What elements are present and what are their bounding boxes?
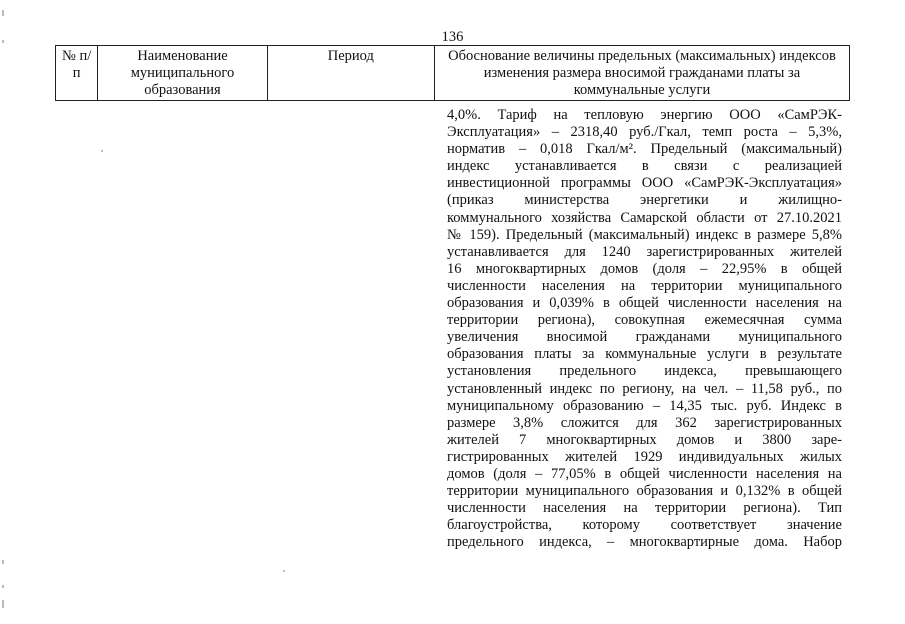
text-line: Эксплуатация» – 2318,40 руб./Гкал, темп роста – 5,3%, [447,124,842,141]
text-line: жителей 7 многоквартирных домов и 3800 заре- [447,431,842,448]
text-line: территории региона), совокупная ежемесячная сумма [447,312,842,329]
justification-text [447,107,842,551]
text-line: коммунального хозяйства Самарской области от 27.10.2021 [447,209,842,226]
text-line: размере 3,8% сложится для 362 зарегистрированных [447,414,842,431]
text-line: установления предельного индекса, превышающего [447,363,842,380]
column-header-justification: Обоснование величины предельных (максимальных) индексов изменения размера вносимой гражданами платы за коммунальные услуги [434,46,849,101]
text-line: численности населения на территории муниципального [447,277,842,294]
page-number: 136 [441,29,464,45]
table-header [55,45,850,101]
text-line: территории муниципального образования и 0,132% в общей [447,483,842,500]
text-line: благоустройства, которому соответствует значение [447,517,842,534]
text-line: № 159). Предельный (максимальный) индекс в размере 5,8% [447,226,842,243]
text-line: инвестиционной программы ООО «СамРЭК-Эксплуатация» [447,175,842,192]
text-line: муниципальному образованию – 14,35 тыс. руб. Индекс в [447,397,842,414]
text-line: установленный индекс по региону, на чел. – 11,58 руб., по [447,380,842,397]
column-header-period: Период [267,46,434,101]
text-line: устанавливается для 1240 зарегистрированных жителей [447,243,842,260]
text-line: домов (доля – 77,05% в общей численности населения на [447,465,842,482]
column-header-municipality: Наименование муниципального образования [98,46,267,101]
scan-margin-artifacts [0,0,6,624]
column-header-number: № п/п [56,46,98,101]
text-line: увеличения вносимой гражданами муниципального [447,329,842,346]
text-line: 16 многоквартирных домов (доля – 22,95% в общей [447,260,842,277]
text-line-last: предельного индекса, – многоквартирные дома. Набор [447,534,842,551]
scan-speck [101,150,103,152]
text-line: норматив – 0,018 Гкал/м². Предельный (максимальный) [447,141,842,158]
text-line: 4,0%. Тариф на тепловую энергию ООО «СамРЭК- [447,107,842,123]
text-line: образования платы за коммунальные услуги в результате [447,346,842,363]
text-line: индекс устанавливается в связи с реализацией [447,158,842,175]
text-line: гистрированных жителей 1929 индивидуальных жилых [447,448,842,465]
scan-speck [283,570,285,572]
text-line: (приказ министерства энергетики и жилищно- [447,192,842,209]
text-line: численности населения на территории региона). Тип [447,500,842,517]
text-line: образования и 0,039% в общей численности населения на [447,295,842,312]
